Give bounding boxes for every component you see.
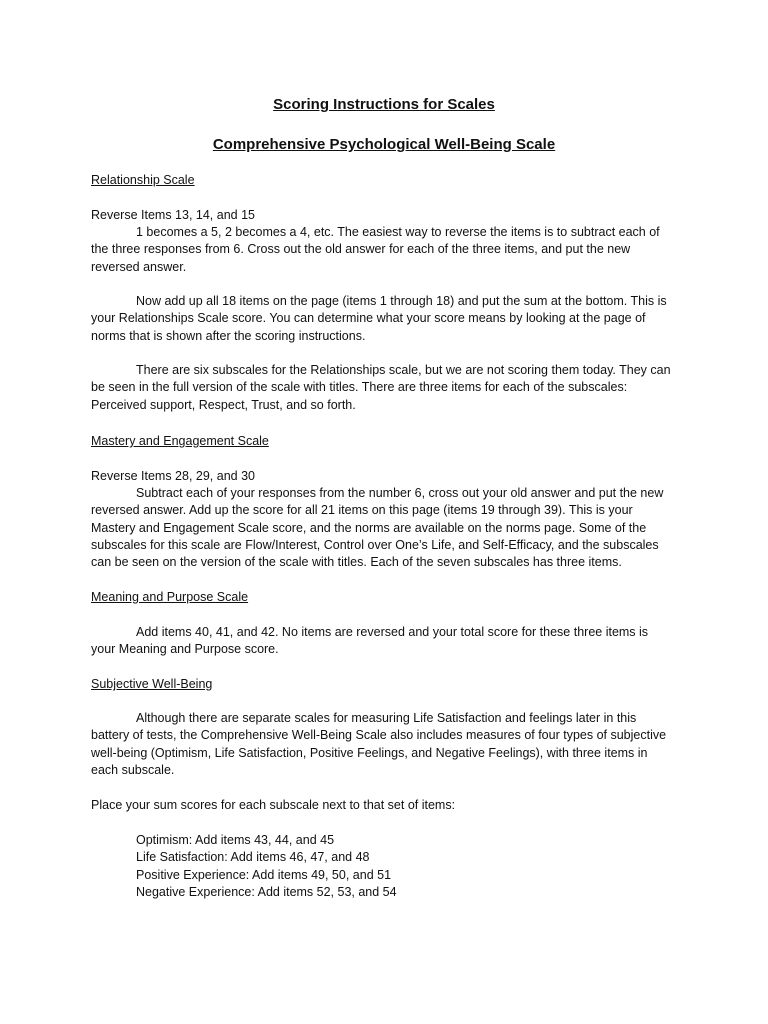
text-line: your Meaning and Purpose score. bbox=[91, 642, 279, 657]
relationship-p2 bbox=[91, 293, 673, 345]
list-item: Positive Experience: Add items 49, 50, and 51 bbox=[136, 867, 392, 882]
relationship-reverse bbox=[91, 207, 673, 224]
meaning-p1 bbox=[91, 624, 673, 659]
list-item: Life Satisfaction: Add items 46, 47, and 48 bbox=[136, 850, 370, 865]
text-line: 1 becomes a 5, 2 becomes a 4, etc. The easiest way to reverse the items is to subtract each of bbox=[136, 225, 660, 239]
relationship-p3 bbox=[91, 362, 673, 414]
page-title: Scoring Instructions for Scales bbox=[273, 96, 495, 113]
text-line: norms that is shown after the scoring instructions. bbox=[91, 328, 366, 343]
text-line: Mastery and Engagement Scale score, and the norms are available on the norms page. Some of the bbox=[91, 520, 647, 535]
subjective-heading: Subjective Well-Being bbox=[91, 677, 213, 691]
text-line: Now add up all 18 items on the page (items 1 through 18) and put the sum at the bottom. This is bbox=[136, 294, 667, 308]
text-line: each subscale. bbox=[91, 762, 175, 777]
page-subtitle: Comprehensive Psychological Well-Being Scale bbox=[212, 136, 556, 153]
text-line: battery of tests, the Comprehensive Well-Being Scale also includes measures of four types of subjective bbox=[91, 728, 667, 743]
text-line: Add items 40, 41, and 42. No items are reversed and your total score for these three items is bbox=[136, 625, 649, 639]
text-line: your Relationships Scale score. You can determine what your score means by looking at the page of bbox=[91, 311, 646, 326]
text-line: can be seen on the version of the scale with titles. Each of the seven subscales has three items. bbox=[91, 555, 622, 570]
text-line: Perceived support, Respect, Trust, and so forth. bbox=[91, 397, 356, 412]
mastery-heading: Mastery and Engagement Scale bbox=[91, 434, 269, 448]
subscale-list bbox=[136, 832, 397, 901]
text-line: Place your sum scores for each subscale next to that set of items: bbox=[91, 798, 456, 812]
text-line: well-being (Optimism, Life Satisfaction, Positive Feelings, and Negative Feelings), with three items in bbox=[91, 745, 648, 760]
relationship-reverse-line: Reverse Items 13, 14, and 15 bbox=[91, 208, 255, 222]
text-line: subscales for this scale are Flow/Interest, Control over One’s Life, and Self-Efficacy, and the subscales bbox=[91, 537, 659, 552]
text-line: Subtract each of your responses from the number 6, cross out your old answer and put the new bbox=[136, 486, 664, 500]
list-item: Negative Experience: Add items 52, 53, and 54 bbox=[136, 884, 397, 899]
mastery-reverse-line: Reverse Items 28, 29, and 30 bbox=[91, 469, 255, 483]
text-line: be seen in the full version of the scale with titles. There are three items for each of the subscales: bbox=[91, 380, 628, 395]
text-line: There are six subscales for the Relationships scale, but we are not scoring them today. They can bbox=[136, 363, 671, 377]
text-line: reversed answer. bbox=[91, 259, 187, 274]
text-line: reversed answer. Add up the score for all 21 items on this page (items 19 through 39). This is your bbox=[91, 503, 633, 518]
mastery-p1 bbox=[91, 485, 673, 571]
subjective-p2 bbox=[91, 797, 673, 814]
relationship-p1 bbox=[91, 224, 673, 276]
mastery-reverse bbox=[91, 468, 673, 485]
meaning-heading: Meaning and Purpose Scale bbox=[91, 590, 249, 604]
list-item: Optimism: Add items 43, 44, and 45 bbox=[136, 833, 335, 847]
text-line: Although there are separate scales for measuring Life Satisfaction and feelings later in this bbox=[136, 711, 637, 725]
subjective-p1 bbox=[91, 710, 673, 779]
relationship-heading: Relationship Scale bbox=[91, 173, 195, 187]
text-line: the three responses from 6. Cross out the old answer for each of the three items, and put the new bbox=[91, 242, 631, 257]
